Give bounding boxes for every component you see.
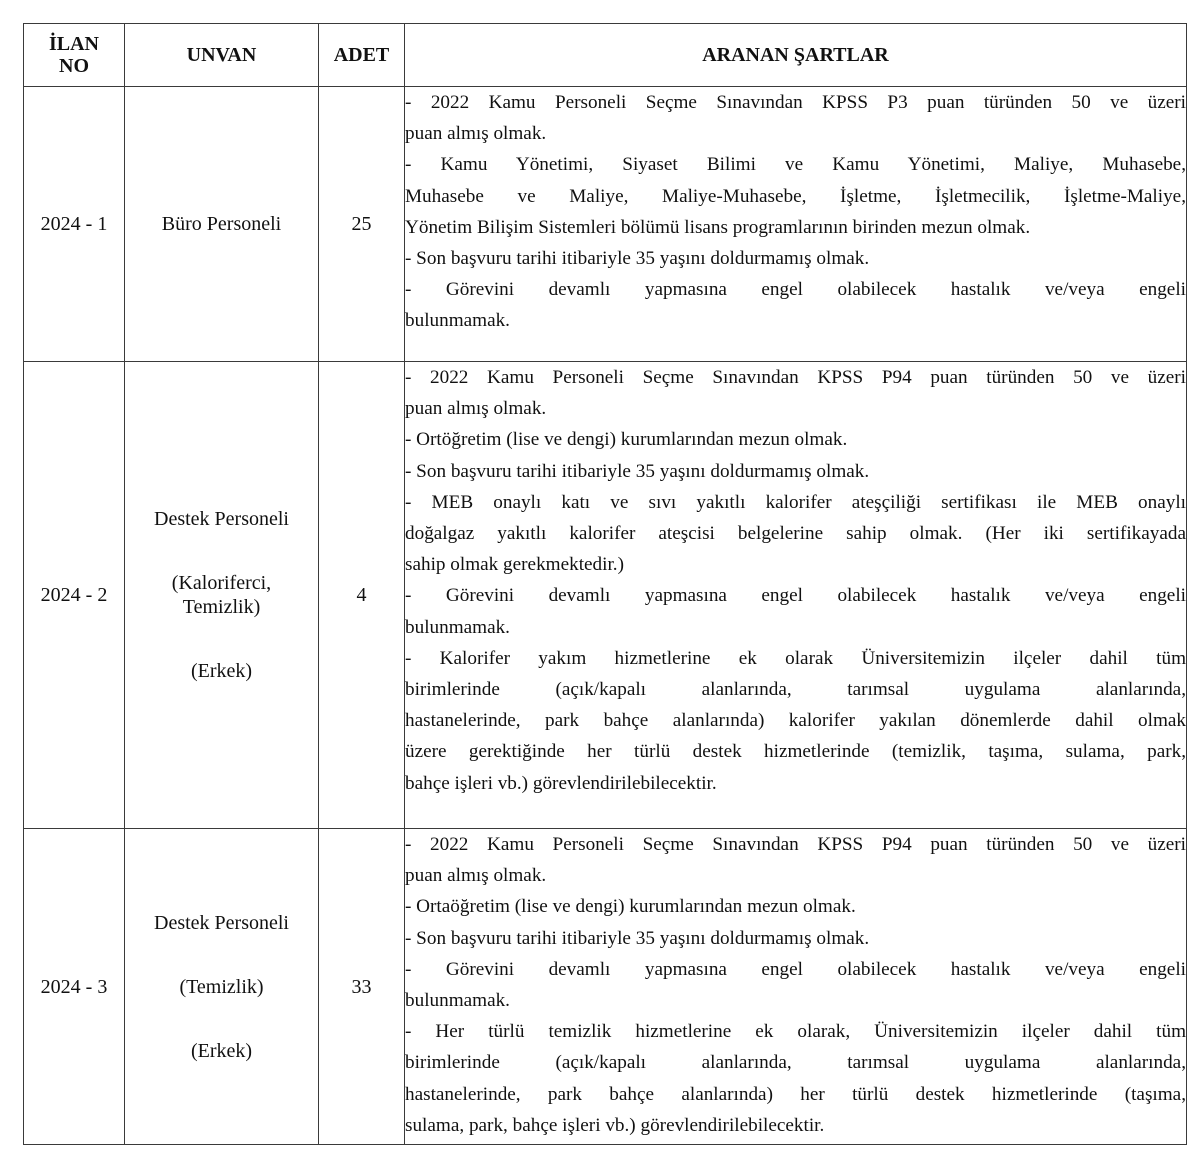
unvan-line: Destek Personeli [154, 911, 289, 934]
job-listing-document [23, 23, 1187, 1145]
condition-line: - MEB onaylı katı ve sıvı yakıtlı kalorifer ateşçiliği sertifikası ile MEB onaylı [405, 491, 1186, 513]
condition-line: puan almış olmak. [405, 398, 547, 420]
header-unvan: UNVAN [125, 24, 319, 87]
header-aranan-sartlar: ARANAN ŞARTLAR [405, 24, 1187, 87]
condition-line: puan almış olmak. [405, 865, 547, 887]
ilan-no-cell: 2024 - 1 [24, 87, 125, 362]
condition-line: - Ortaöğretim (lise ve dengi) kurumlarından mezun olmak. [405, 896, 856, 918]
unvan-part [125, 1039, 318, 1063]
condition-line: Muhasebe ve Maliye, Maliye-Muhasebe, İşletme, İşletmecilik, İşletme-Maliye, [405, 185, 1186, 207]
condition-line: birimlerinde (açık/kapalı alanlarında, tarımsal uygulama alanlarında, [405, 1052, 1186, 1074]
unvan-cell [125, 829, 319, 1145]
condition-line: doğalgaz yakıtlı kalorifer ateşcisi belgelerine sahip olmak. (Her iki sertifikayada [405, 523, 1186, 545]
unvan-cell [125, 87, 319, 362]
condition-line: hastanelerinde, park bahçe alanlarında) her türlü destek hizmetlerinde (taşıma, [405, 1083, 1186, 1105]
table-row [24, 829, 1187, 1145]
unvan-part [125, 975, 318, 999]
condition-line: Yönetim Bilişim Sistemleri bölümü lisans programlarının birinden mezun olmak. [405, 216, 1031, 238]
condition-line: - Görevini devamlı yapmasına engel olabilecek hastalık ve/veya engeli [405, 279, 1186, 301]
condition-line: hastanelerinde, park bahçe alanlarında) kalorifer yakılan dönemlerde dahil olmak [405, 710, 1186, 732]
condition-line: bulunmamak. [405, 310, 510, 332]
condition-line: - 2022 Kamu Personeli Seçme Sınavından KPSS P94 puan türünden 50 ve üzeri [405, 367, 1186, 388]
condition-line: - Son başvuru tarihi itibariyle 35 yaşını doldurmamış olmak. [405, 460, 870, 482]
header-adet: ADET [319, 24, 405, 87]
unvan-part [125, 212, 318, 236]
header-ilan-no-line-2: NO [59, 55, 89, 77]
condition-line: - Son başvuru tarihi itibariyle 35 yaşını doldurmamış olmak. [405, 927, 870, 949]
condition-line: bulunmamak. [405, 616, 510, 638]
unvan-line: Büro Personeli [161, 213, 282, 235]
condition-line: - Ortöğretim (lise ve dengi) kurumlarından mezun olmak. [405, 429, 848, 451]
table-body [24, 87, 1187, 1145]
unvan-part [125, 571, 318, 619]
condition-line: sahip olmak gerekmektedir.) [405, 554, 624, 576]
condition-line: sulama, park, bahçe işleri vb.) görevlendirilebilecektir. [405, 1114, 825, 1136]
condition-line: - 2022 Kamu Personeli Seçme Sınavından KPSS P3 puan türünden 50 ve üzeri [405, 92, 1186, 113]
condition-line: birimlerinde (açık/kapalı alanlarında, tarımsal uygulama alanlarında, [405, 679, 1186, 701]
aranan-sartlar-cell [405, 362, 1187, 829]
condition-line: puan almış olmak. [405, 123, 547, 145]
unvan-line: (Temizlik) [179, 975, 264, 998]
table-header-row [24, 24, 1187, 87]
condition-line: - 2022 Kamu Personeli Seçme Sınavından KPSS P94 puan türünden 50 ve üzeri [405, 834, 1186, 855]
adet-cell: 25 [319, 87, 405, 362]
unvan-part [125, 911, 318, 935]
aranan-sartlar-cell [405, 829, 1187, 1145]
condition-line: - Görevini devamlı yapmasına engel olabilecek hastalık ve/veya engeli [405, 958, 1186, 980]
condition-line: - Kamu Yönetimi, Siyaset Bilimi ve Kamu Yönetimi, Maliye, Muhasebe, [405, 154, 1186, 176]
ilan-no-cell: 2024 - 2 [24, 362, 125, 829]
table-row [24, 362, 1187, 829]
unvan-line: (Erkek) [190, 1039, 253, 1062]
condition-line: - Görevini devamlı yapmasına engel olabilecek hastalık ve/veya engeli [405, 585, 1186, 607]
job-listing-table [23, 23, 1187, 1145]
unvan-line: (Erkek) [190, 660, 253, 682]
header-ilan-no-line-1: İLAN [48, 33, 99, 55]
aranan-sartlar-cell [405, 87, 1187, 362]
condition-line: bahçe işleri vb.) görevlendirilebilecektir. [405, 772, 717, 794]
adet-cell: 4 [319, 362, 405, 829]
header-ilan-no [24, 24, 125, 87]
unvan-part [125, 507, 318, 531]
unvan-line: (Kaloriferci, [171, 572, 272, 594]
adet-cell: 33 [319, 829, 405, 1145]
table-row [24, 87, 1187, 362]
condition-line: - Kalorifer yakım hizmetlerine ek olarak Üniversitemizin ilçeler dahil tüm [405, 647, 1186, 669]
condition-line: - Her türlü temizlik hizmetlerine ek olarak, Üniversitemizin ilçeler dahil tüm [405, 1021, 1186, 1043]
unvan-cell [125, 362, 319, 829]
condition-line: bulunmamak. [405, 990, 510, 1012]
condition-line: - Son başvuru tarihi itibariyle 35 yaşını doldurmamış olmak. [405, 248, 870, 270]
unvan-line: Destek Personeli [154, 508, 289, 530]
ilan-no-cell: 2024 - 3 [24, 829, 125, 1145]
unvan-part [125, 659, 318, 683]
condition-line: üzere gerektiğinde her türlü destek hizmetlerinde (temizlik, taşıma, sulama, park, [405, 741, 1186, 763]
unvan-line: Temizlik) [182, 596, 261, 618]
